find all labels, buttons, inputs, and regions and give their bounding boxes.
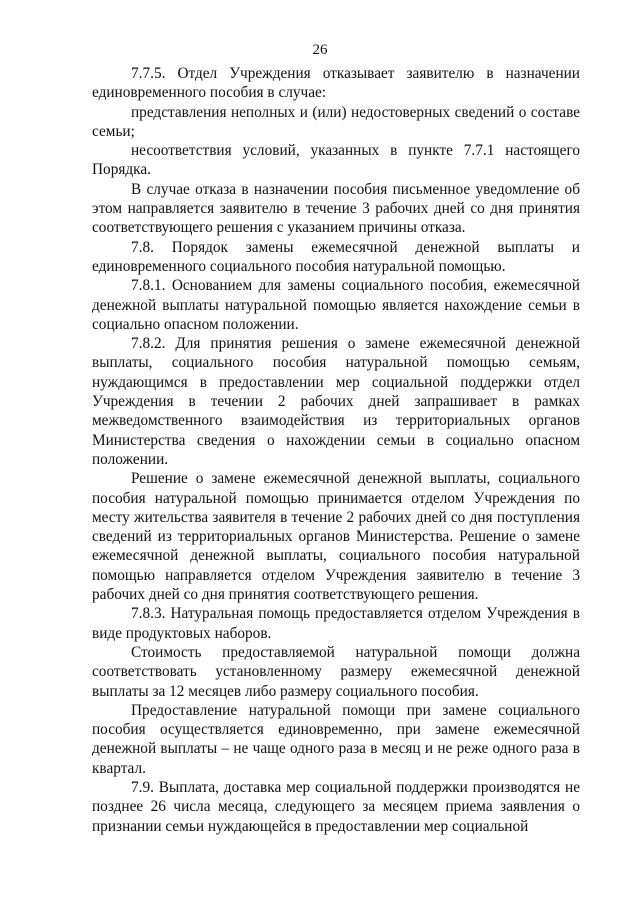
paragraph-incomplete-data: представления неполных и (или) недостоверных сведений о составе семьи; bbox=[92, 103, 580, 140]
paragraph-7-8-3: 7.8.3. Натуральная помощь предоставляется отделом Учреждения в виде продуктовых наборов. bbox=[92, 605, 580, 642]
paragraph-aid-cost: Стоимость предоставляемой натуральной помощи должна соответствовать установленному размеру ежемесячной денежной выплаты за 12 месяцев либо размеру социального пособия. bbox=[92, 643, 580, 700]
paragraph-7-8: 7.8. Порядок замены ежемесячной денежной выплаты и единовременного социального пособия натуральной помощью. bbox=[92, 238, 580, 275]
page-number: 26 bbox=[312, 42, 328, 58]
paragraph-7-7-5: 7.7.5. Отдел Учреждения отказывает заявителю в назначении единовременного пособия в случае: bbox=[92, 65, 580, 102]
paragraph-7-9: 7.9. Выплата, доставка мер социальной поддержки производятся не позднее 26 числа месяца, следующего за месяцем приема заявления о признании семьи нуждающейся в предоставлении мер социальной bbox=[92, 778, 580, 835]
paragraph-replacement-decision: Решение о замене ежемесячной денежной выплаты, социального пособия натуральной помощью принимается отделом Учреждения по месту жительства заявителя в течение 2 рабочих дней со дня поступления сведений из территориальных органов Министерства. Решение о замене ежемесячной денежной выплаты, социального пособия натуральной помощью направляется отделом Учреждения заявителю в течение 3 рабочих дней со дня принятия соответствующего решения. bbox=[92, 470, 580, 604]
document-body bbox=[92, 64, 580, 836]
paragraph-refusal-notice: В случае отказа в назначении пособия письменное уведомление об этом направляется заявителю в течение 3 рабочих дней со дня принятия соответствующего решения с указанием причины отказа. bbox=[92, 180, 580, 237]
paragraph-conditions-mismatch: несоответствия условий, указанных в пункте 7.7.1 настоящего Порядка. bbox=[92, 142, 580, 179]
paragraph-aid-provision: Предоставление натуральной помощи при замене социального пособия осуществляется единовременно, при замене ежемесячной денежной выплаты – не чаще одного раза в месяц и не реже одного раза в квартал. bbox=[92, 701, 580, 777]
paragraph-7-8-1: 7.8.1. Основанием для замены социального пособия, ежемесячной денежной выплаты натуральной помощью является нахождение семьи в социально опасном положении. bbox=[92, 277, 580, 333]
paragraph-7-8-2: 7.8.2. Для принятия решения о замене ежемесячной денежной выплаты, социального пособия натуральной помощью семьям, нуждающимся в предоставлении мер социальной поддержки отдел Учреждения в течении 2 рабочих дней запрашивает в рамках межведомственного взаимодействия из территориальных органов Министерства сведения о нахождении семьи в социально опасном положении. bbox=[92, 335, 580, 468]
